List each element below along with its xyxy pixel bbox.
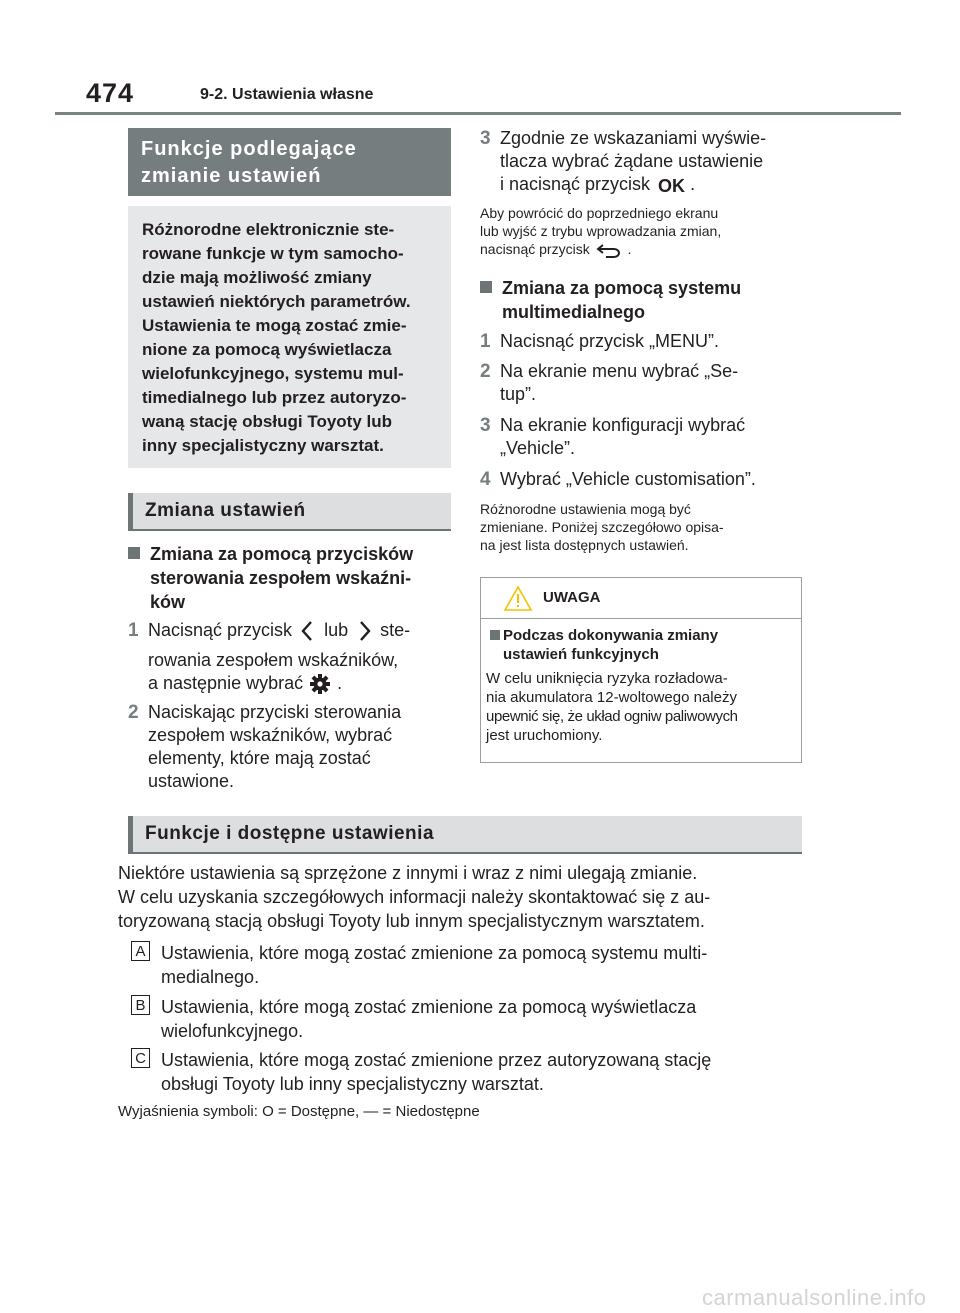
step-text: elementy, które mają zostać xyxy=(148,748,371,768)
note-line: Aby powrócić do poprzedniego ekranu xyxy=(480,205,719,221)
step-text: Nacisnąć przycisk „MENU”. xyxy=(500,331,720,351)
intro-line: rowane funkcje w tym samocho- xyxy=(142,244,404,263)
step-3-meter xyxy=(480,127,805,199)
bullet-heading-line: Zmiana za pomocą przycisków xyxy=(150,544,414,564)
warning-line: nia akumulatora 12-woltowego należy xyxy=(486,689,737,706)
step-number: 3 xyxy=(480,415,491,436)
header-divider xyxy=(55,112,901,115)
intro-line: dzie mają możliwość zmiany xyxy=(142,268,372,287)
warning-text xyxy=(486,669,801,745)
bullet-heading-multimedia xyxy=(480,276,805,326)
intro-line: wielofunkcyjnego, systemu mul- xyxy=(142,364,404,383)
bullet-heading-line: Zmiana za pomocą systemu xyxy=(502,278,742,298)
symbol-legend: Wyjaśnienia symboli: O = Dostępne, — = Niedostępne xyxy=(118,1103,480,1120)
section-heading-line: Funkcje podlegające xyxy=(141,138,357,160)
step-text: Wybrać „Vehicle customisation”. xyxy=(500,469,756,489)
note-line: Różnorodne ustawienia mogą być xyxy=(480,501,691,517)
step-number: 3 xyxy=(480,128,491,149)
step-2-meter xyxy=(128,701,453,797)
note-line: nacisnąć przycisk xyxy=(480,241,590,257)
step-number: 4 xyxy=(480,469,491,490)
warning-line: W celu uniknięcia ryzyka rozładowa- xyxy=(486,670,728,687)
section-heading-change-settings: Zmiana ustawień xyxy=(128,493,451,529)
warning-line: jest uruchomiony. xyxy=(486,727,603,744)
step-text: zespołem wskaźników, wybrać xyxy=(148,725,393,745)
step-text: . xyxy=(690,174,696,194)
paragraph-line: Niektóre ustawienia są sprzężone z innymi i wraz z nimi ulegają zmianie. xyxy=(118,863,698,883)
step-number: 1 xyxy=(128,620,139,641)
step-text: rowania zespołem wskaźników, xyxy=(148,650,399,670)
chevron-left-icon xyxy=(297,619,319,643)
intro-line: ustawień niektórych parametrów. xyxy=(142,292,411,311)
bullet-square-icon xyxy=(480,281,492,293)
chapter-title: 9-2. Ustawienia własne xyxy=(200,86,374,103)
warning-triangle-icon xyxy=(503,585,533,612)
step-1-multimedia xyxy=(480,330,805,354)
ok-icon xyxy=(655,175,685,195)
step-text: Zgodnie ze wskazaniami wyświe- xyxy=(500,128,767,148)
note-line: zmieniane. Poniżej szczegółowo opisa- xyxy=(480,519,724,535)
note-return xyxy=(480,204,805,266)
step-text: i nacisnąć przycisk xyxy=(500,174,651,194)
step-text: tup”. xyxy=(500,384,537,404)
step-text: Na ekranie konfiguracji wybrać xyxy=(500,415,746,435)
step-text: „Vehicle”. xyxy=(500,438,576,458)
step-text: ste- xyxy=(380,620,411,640)
intro-line: nione za pomocą wyświetlacza xyxy=(142,340,392,359)
legend-line: Ustawienia, które mogą zostać zmienione za pomocą wyświetlacza xyxy=(161,997,697,1017)
gear-icon xyxy=(308,672,332,696)
section-heading-features xyxy=(128,128,451,196)
note-line: lub wyjść z trybu wprowadzania zmian, xyxy=(480,223,722,239)
bullet-square-icon xyxy=(128,547,140,559)
note-line: na jest lista dostępnych ustawień. xyxy=(480,537,689,553)
step-text: a następnie wybrać xyxy=(148,673,304,693)
settings-paragraph xyxy=(118,861,808,936)
step-text: Naciskając przyciski sterowania xyxy=(148,702,402,722)
paragraph-line: toryzowaną stacją obsługi Toyoty lub innym specjalistycznym warsztatem. xyxy=(118,911,705,931)
step-4-multimedia xyxy=(480,468,805,492)
watermark: carmanualsonline.info xyxy=(702,1285,927,1310)
section-heading-available-settings: Funkcje i dostępne ustawienia xyxy=(128,816,802,852)
step-number: 2 xyxy=(480,361,491,382)
step-1-meter xyxy=(128,619,453,699)
intro-line: Różnorodne elektronicznie ste- xyxy=(142,220,395,239)
chevron-right-icon xyxy=(353,619,375,643)
intro-line: inny specjalistyczny warsztat. xyxy=(142,436,384,455)
step-number: 2 xyxy=(128,702,139,723)
step-3-multimedia xyxy=(480,414,805,462)
warning-bullet-line: Podczas dokonywania zmiany xyxy=(503,627,719,644)
warning-box xyxy=(480,577,802,763)
step-2-multimedia xyxy=(480,360,805,408)
bullet-heading-line: ków xyxy=(150,592,186,612)
step-text: ustawione. xyxy=(148,771,235,791)
intro-line: waną stację obsługi Toyoty lub xyxy=(142,412,393,431)
intro-line: Ustawienia te mogą zostać zmie- xyxy=(142,316,407,335)
svg-text:OK: OK xyxy=(658,176,686,196)
back-arrow-icon xyxy=(594,241,624,259)
intro-line: timedialnego lub przez autoryzo- xyxy=(142,388,407,407)
bullet-square-icon xyxy=(490,630,500,640)
bullet-heading-meter-buttons xyxy=(128,542,453,616)
paragraph-line: W celu uzyskania szczegółowych informacji należy skontaktować się z au- xyxy=(118,887,711,907)
legend-line: medialnego. xyxy=(161,967,260,987)
note-line: . xyxy=(627,241,632,257)
step-text: Nacisnąć przycisk xyxy=(148,620,293,640)
warning-line: upewnić się, że układ ogniw paliwowych xyxy=(486,708,738,725)
warning-bullet xyxy=(490,626,795,664)
bullet-heading-line: sterowania zespołem wskaźni- xyxy=(150,568,412,588)
warning-divider xyxy=(481,618,801,619)
legend-item-c xyxy=(131,1048,811,1098)
legend-item-b xyxy=(131,995,811,1045)
step-text: lub xyxy=(324,620,349,640)
step-text: Na ekranie menu wybrać „Se- xyxy=(500,361,739,381)
step-text: tlacza wybrać żądane ustawienie xyxy=(500,151,764,171)
legend-line: wielofunkcyjnego. xyxy=(161,1021,304,1041)
step-number: 1 xyxy=(480,331,491,352)
letter-badge: A xyxy=(131,941,150,961)
bullet-heading-line: multimedialnego xyxy=(502,302,646,322)
letter-badge: B xyxy=(131,995,150,1015)
letter-badge: C xyxy=(131,1048,150,1068)
warning-title: UWAGA xyxy=(543,589,601,606)
legend-line: Ustawienia, które mogą zostać zmienione za pomocą systemu multi- xyxy=(161,943,708,963)
warning-bullet-line: ustawień funkcyjnych xyxy=(503,646,659,663)
legend-line: obsługi Toyoty lub inny specjalistyczny warsztat. xyxy=(161,1074,544,1094)
legend-item-a xyxy=(131,941,811,991)
section-heading-line: zmianie ustawień xyxy=(141,165,322,187)
settings-note xyxy=(480,500,805,558)
step-text: . xyxy=(337,673,343,693)
page-number: 474 xyxy=(86,78,135,108)
legend-line: Ustawienia, które mogą zostać zmienione przez autoryzowaną stację xyxy=(161,1050,712,1070)
intro-box xyxy=(128,206,451,468)
